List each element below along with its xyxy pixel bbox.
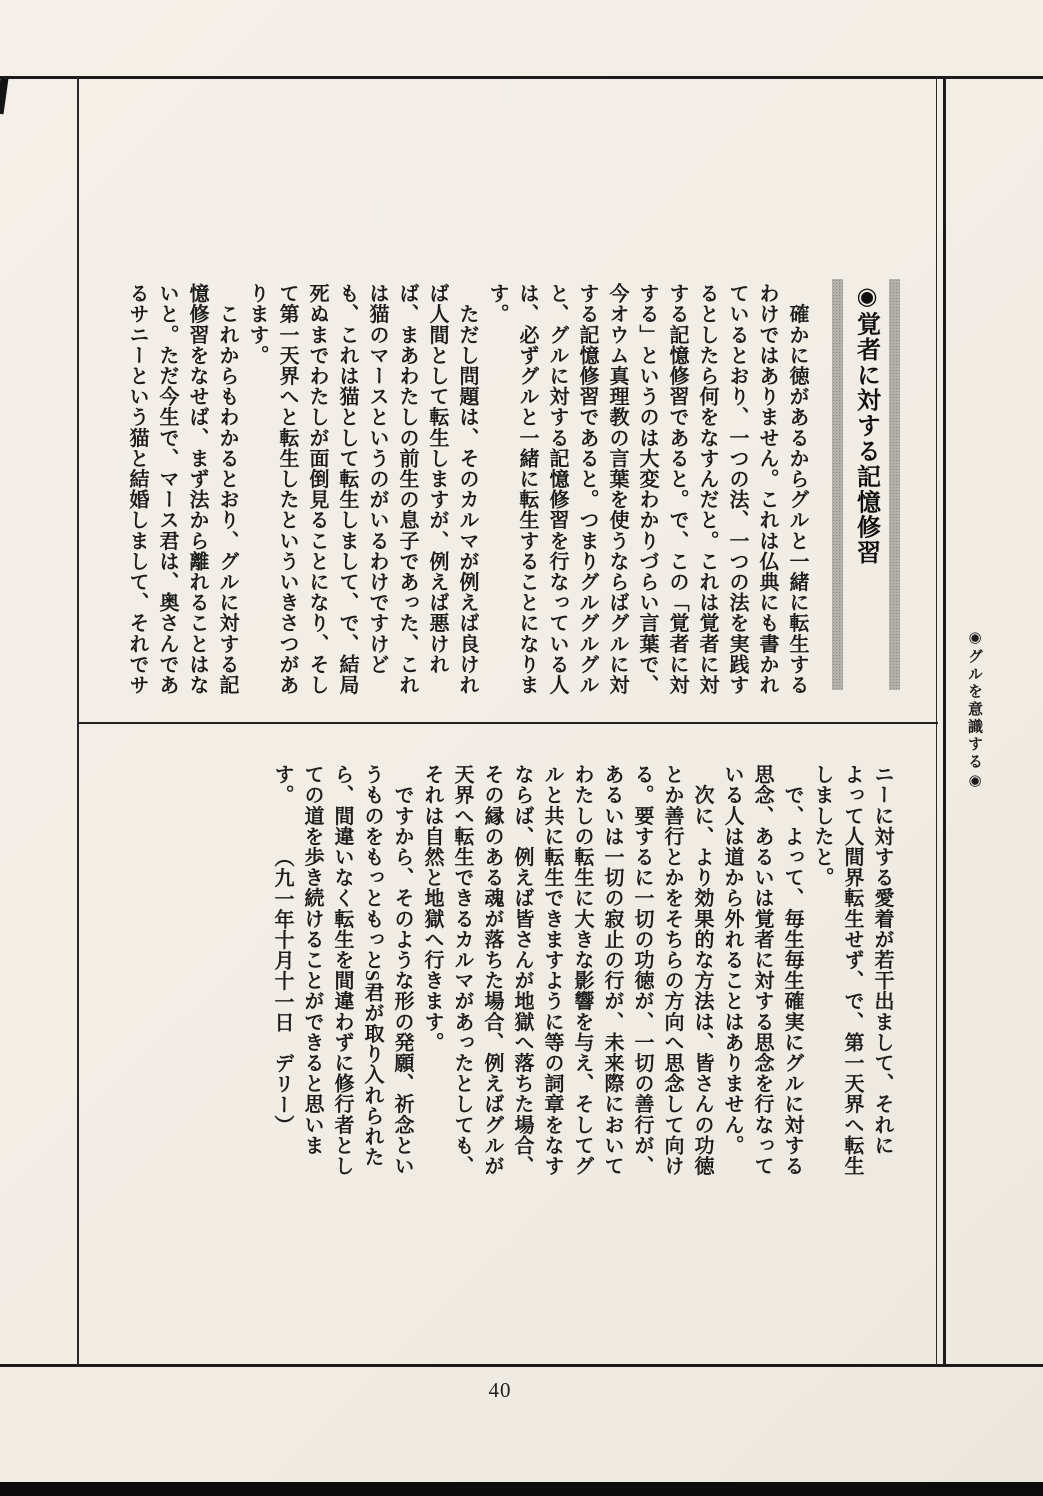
text-column: す。 （九一年十月十一日 デリー） bbox=[271, 764, 293, 1136]
text-column: 次に、より効果的な方法は、皆さんの功徳 bbox=[691, 764, 713, 1176]
text-column: する記憶修習であると。つまりグルグルグル bbox=[576, 283, 598, 695]
text-column: いる人は道から外れることはありません。 bbox=[721, 764, 743, 1156]
text-column: 今オウム真理教の言葉を使うならばグルに対 bbox=[606, 283, 628, 695]
text-column: と、グルに対する記憶修習を行なっている人 bbox=[546, 283, 568, 695]
body-text-lower-block bbox=[267, 764, 897, 1182]
text-column: るとしたら何をなすんだと。これは覚者に対 bbox=[696, 283, 718, 695]
frame-right-outer-rule bbox=[943, 77, 946, 1366]
text-column: その縁のある魂が落ちた場合、例えばグルが bbox=[481, 764, 503, 1176]
text-column: しましたと。 bbox=[811, 764, 833, 888]
frame-top-rule bbox=[0, 76, 1043, 79]
text-column: は猫のマースというのがいるわけですけど bbox=[366, 283, 388, 675]
text-column: ら、間違いなく転生を間違わずに修行者とし bbox=[331, 764, 353, 1176]
text-column: わけではありません。これは仏典にも書かれ bbox=[756, 283, 778, 695]
text-column: ルと共に転生できますように等の詞章をなす bbox=[541, 764, 563, 1176]
text-column: る。要するに一切の功徳が、一切の善行が、 bbox=[631, 764, 653, 1176]
text-column: わたしの転生に大きな影響を与え、そしてグ bbox=[571, 764, 593, 1176]
text-column: で、よって、毎生毎生確実にグルに対する bbox=[781, 764, 803, 1176]
text-column: あるいは一切の寂止の行が、未来際において bbox=[601, 764, 623, 1176]
text-column: ですから、そのような形の発願、祈念とい bbox=[391, 764, 413, 1176]
text-column: は、必ずグルと一緒に転生することになりま bbox=[516, 283, 538, 695]
text-column: ただし問題は、そのカルマが例えば良けれ bbox=[456, 283, 478, 695]
text-column: 確かに徳があるからグルと一緒に転生する bbox=[786, 283, 808, 695]
scan-edge-artifact bbox=[0, 78, 8, 115]
text-column: これからもわかるとおり、グルに対する記 bbox=[216, 283, 238, 695]
scan-bottom-black-strip bbox=[0, 1482, 1043, 1496]
text-column: も、これは猫として転生しまして、で、結局 bbox=[336, 283, 358, 695]
text-column: ての道を歩き続けることができると思いま bbox=[301, 764, 323, 1156]
text-column: ば人間として転生しますが、例えば悪けれ bbox=[426, 283, 448, 675]
margin-running-title: ◉グルを意識する◉ bbox=[966, 628, 982, 792]
text-column: いと。ただ今生で、マース君は、奥さんであ bbox=[156, 283, 178, 695]
section-heading bbox=[832, 279, 900, 690]
text-column: 天界へ転生できるカルマがあったとしても、 bbox=[451, 764, 473, 1176]
text-column: るサニーという猫と結婚しまして、それでサ bbox=[126, 283, 148, 695]
section-divider-rule bbox=[78, 722, 938, 724]
text-column: ります。 bbox=[246, 283, 268, 366]
text-column: とか善行とかをそちらの方向へ思念して向け bbox=[661, 764, 683, 1176]
frame-bottom-rule bbox=[0, 1364, 1043, 1367]
text-column: それは自然と地獄へ行きます。 bbox=[421, 764, 443, 1053]
heading-halftone-bar-right bbox=[832, 279, 843, 690]
text-column: す。 bbox=[486, 283, 508, 325]
text-column: ニーに対する愛着が若干出まして、それに bbox=[871, 764, 893, 1156]
text-column: ば、まあわたしの前生の息子であった、これ bbox=[396, 283, 418, 695]
heading-halftone-bar-left bbox=[889, 279, 900, 690]
text-column: 思念、あるいは覚者に対する思念を行なって bbox=[751, 764, 773, 1176]
text-column: うものをもっともっとS君が取り入れられた bbox=[361, 764, 383, 1168]
text-column: する記憶修習であると。で、この「覚者に対 bbox=[666, 283, 688, 695]
page-number: 40 bbox=[488, 1378, 512, 1402]
text-column: ならば、例えば皆さんが地獄へ落ちた場合、 bbox=[511, 764, 533, 1176]
body-text-upper-block bbox=[122, 283, 812, 701]
text-column: よって人間界転生せず、で、第一天界へ転生 bbox=[841, 764, 863, 1176]
text-column: する」というのは大変わかりづらい言葉で、 bbox=[636, 283, 658, 695]
text-column: て第一天界へと転生したといういきさつがあ bbox=[276, 283, 298, 695]
text-column: ているとおり、一つの法、一つの法を実践す bbox=[726, 283, 748, 695]
text-column: 憶修習をなせば、まず法から離れることはな bbox=[186, 283, 208, 695]
text-column: 死ぬまでわたしが面倒見ることになり、そし bbox=[306, 283, 328, 695]
section-title: ◉覚者に対する記憶修習 bbox=[852, 281, 879, 566]
